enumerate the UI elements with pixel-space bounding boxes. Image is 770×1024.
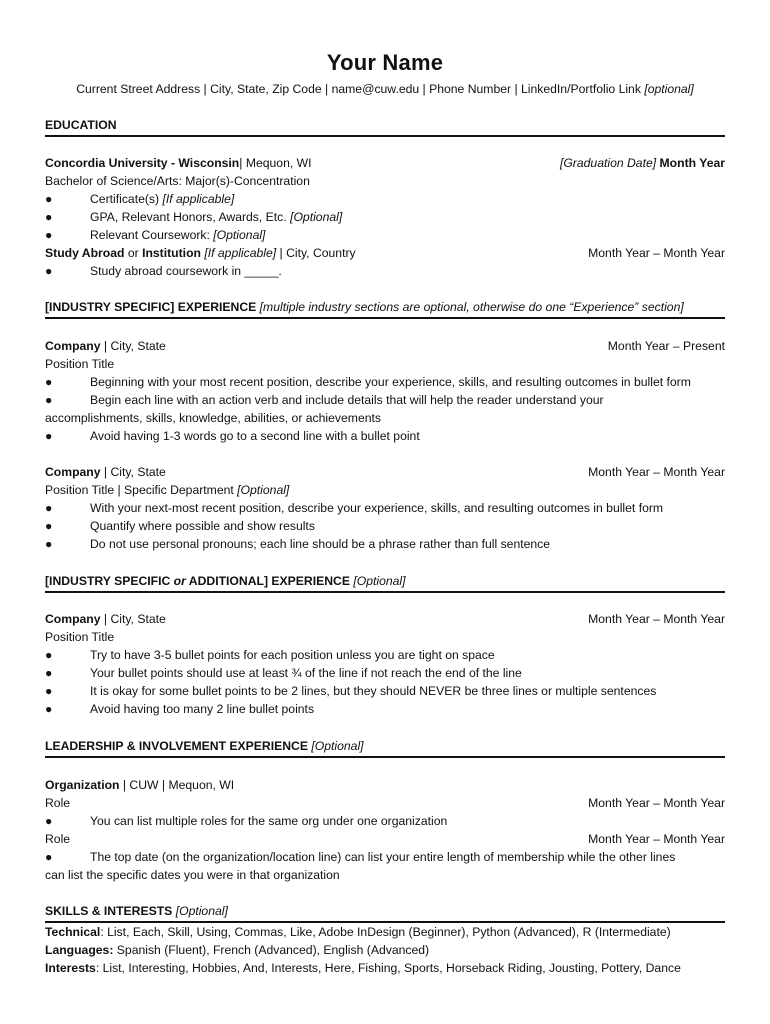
bullet: ● bbox=[45, 850, 53, 864]
company-location: | City, State bbox=[100, 339, 166, 353]
company-name: Company bbox=[45, 465, 101, 479]
contact-line bbox=[0, 82, 770, 96]
role-title: Role bbox=[45, 796, 71, 810]
role-row bbox=[45, 794, 725, 812]
bullet: ● bbox=[45, 429, 53, 443]
role-row bbox=[45, 830, 725, 848]
company-name: Company bbox=[45, 339, 101, 353]
list-item-text: Your bullet points should use at least ¾ of the line if not reach the end of the line bbox=[90, 666, 522, 680]
list-item-text: Quantify where possible and show results bbox=[90, 519, 315, 533]
company-name: Company bbox=[45, 612, 101, 626]
bullet: ● bbox=[45, 264, 53, 278]
list-item-note: [If applicable] bbox=[162, 192, 235, 206]
bullet: ● bbox=[45, 192, 53, 206]
role-title: Role bbox=[45, 832, 71, 846]
role-date: Month Year – Month Year bbox=[588, 832, 725, 846]
position-title-note: [Optional] bbox=[237, 483, 290, 497]
bullet: ● bbox=[45, 519, 53, 533]
title-part: [INDUSTRY SPECIFIC bbox=[45, 574, 174, 588]
study-abroad-row bbox=[45, 244, 725, 262]
section-divider bbox=[45, 591, 725, 593]
list-item-continuation: can list the specific dates you were in that organization bbox=[45, 868, 340, 882]
graduation-date bbox=[560, 154, 725, 172]
languages-line bbox=[45, 941, 725, 959]
list-item-text: Do not use personal pronouns; each line should be a phrase rather than full sentence bbox=[90, 537, 551, 551]
position-title bbox=[45, 481, 725, 499]
interests-line bbox=[45, 959, 725, 977]
list-item-text: GPA, Relevant Honors, Awards, Etc. bbox=[90, 210, 291, 224]
leadership-title-text: LEADERSHIP & INVOLVEMENT EXPERIENCE bbox=[45, 739, 308, 753]
education-section-header bbox=[45, 117, 725, 137]
contact-optional-note: [optional] bbox=[644, 82, 694, 96]
list-item-text: Study abroad coursework in _____. bbox=[90, 264, 282, 278]
contact-details: Current Street Address | City, State, Zip Code | name@cuw.edu | Phone Number | LinkedIn/Portfolio Link bbox=[76, 82, 645, 96]
position-title-text: Position Title | Specific Department bbox=[45, 483, 238, 497]
additional-experience-title bbox=[45, 573, 725, 589]
list-item-text: The top date (on the organization/location line) can list your entire length of membership while the other lines bbox=[90, 850, 676, 864]
technical-list: : List, Each, Skill, Using, Commas, Like, Adobe InDesign (Beginner), Python (Advanced), R (Intermediate) bbox=[100, 925, 671, 939]
school-name: Concordia University - Wisconsin bbox=[45, 156, 240, 170]
study-abroad-label: Study Abroad bbox=[45, 246, 125, 260]
experience-title-text: [INDUSTRY SPECIFIC] EXPERIENCE bbox=[45, 300, 257, 314]
skills-title bbox=[45, 903, 725, 919]
section-divider bbox=[45, 756, 725, 758]
company-location: | City, State bbox=[100, 465, 166, 479]
bullet: ● bbox=[45, 648, 53, 662]
education-title: EDUCATION bbox=[45, 118, 117, 132]
bullet: ● bbox=[45, 814, 53, 828]
organization-location: | CUW | Mequon, WI bbox=[119, 778, 235, 792]
job-row bbox=[45, 463, 725, 481]
title-part: ADDITIONAL] EXPERIENCE bbox=[185, 574, 350, 588]
role-date: Month Year – Month Year bbox=[588, 796, 725, 810]
education-school-row bbox=[45, 154, 725, 172]
bullet: ● bbox=[45, 393, 53, 407]
languages-list: Spanish (Fluent), French (Advanced), English (Advanced) bbox=[113, 943, 430, 957]
organization-row bbox=[45, 776, 725, 794]
graduation-label: [Graduation Date] bbox=[559, 156, 657, 170]
title-note: [Optional] bbox=[349, 574, 406, 588]
skills-title-text: SKILLS & INTERESTS bbox=[45, 904, 173, 918]
position-title: Position Title bbox=[45, 630, 115, 644]
list-item-text: Try to have 3-5 bullet points for each position unless you are tight on space bbox=[90, 648, 495, 662]
job-date: Month Year – Month Year bbox=[588, 612, 725, 626]
bullet: ● bbox=[45, 666, 53, 680]
bullet: ● bbox=[45, 210, 53, 224]
job-date: Month Year – Present bbox=[607, 339, 725, 353]
list-item-note: [Optional] bbox=[290, 210, 343, 224]
job-row bbox=[45, 337, 725, 355]
bullet: ● bbox=[45, 702, 53, 716]
or-word: or bbox=[124, 246, 143, 260]
institution-label: Institution bbox=[142, 246, 201, 260]
experience-section-header bbox=[45, 299, 725, 319]
school-location: | Mequon, WI bbox=[239, 156, 312, 170]
leadership-section-header bbox=[45, 738, 725, 758]
bullet: ● bbox=[45, 684, 53, 698]
job-row bbox=[45, 610, 725, 628]
list-item-text: Relevant Coursework: bbox=[90, 228, 214, 242]
job-date: Month Year – Month Year bbox=[588, 465, 725, 479]
languages-label: Languages: bbox=[45, 943, 114, 957]
title-or: or bbox=[173, 574, 186, 588]
experience-title-note: [multiple industry sections are optional, otherwise do one “Experience” section] bbox=[256, 300, 684, 314]
skills-section-header bbox=[45, 903, 725, 923]
experience-title bbox=[45, 299, 725, 315]
interests-list: : List, Interesting, Hobbies, And, Interests, Here, Fishing, Sports, Horseback Riding, Jousting, Pottery, Dance bbox=[95, 961, 681, 975]
technical-skills-line bbox=[45, 923, 725, 941]
list-item-text: Beginning with your most recent position, describe your experience, skills, and resulting outcomes in bullet form bbox=[90, 375, 691, 389]
bullet: ● bbox=[45, 537, 53, 551]
list-item-text: Avoid having too many 2 line bullet points bbox=[90, 702, 315, 716]
skills-title-note: [Optional] bbox=[172, 904, 228, 918]
organization-name: Organization bbox=[45, 778, 120, 792]
graduation-month-year: Month Year bbox=[656, 156, 725, 170]
position-title: Position Title bbox=[45, 357, 115, 371]
degree-line: Bachelor of Science/Arts: Major(s)-Concentration bbox=[45, 174, 310, 188]
list-item-text: Certificate(s) bbox=[90, 192, 163, 206]
if-applicable-note: [If applicable] bbox=[200, 246, 277, 260]
list-item-continuation: accomplishments, skills, knowledge, abilities, or achievements bbox=[45, 411, 381, 425]
interests-label: Interests bbox=[45, 961, 96, 975]
abroad-location: | City, Country bbox=[276, 246, 356, 260]
leadership-title-note: [Optional] bbox=[307, 739, 364, 753]
leadership-title bbox=[45, 738, 725, 754]
section-divider bbox=[45, 135, 725, 137]
list-item-text: Begin each line with an action verb and include details that will help the reader understand your bbox=[90, 393, 604, 407]
list-item-text: You can list multiple roles for the same org under one organization bbox=[90, 814, 448, 828]
bullet: ● bbox=[45, 501, 53, 515]
bullet: ● bbox=[45, 375, 53, 389]
section-divider bbox=[45, 317, 725, 319]
additional-experience-section-header bbox=[45, 573, 725, 593]
list-item-note: [Optional] bbox=[213, 228, 266, 242]
company-location: | City, State bbox=[100, 612, 166, 626]
list-item-text: With your next-most recent position, describe your experience, skills, and resulting outcomes in bullet form bbox=[90, 501, 664, 515]
list-item-text: It is okay for some bullet points to be 2 lines, but they should NEVER be three lines or multiple sentences bbox=[90, 684, 657, 698]
technical-label: Technical bbox=[45, 925, 101, 939]
list-item-text: Avoid having 1-3 words go to a second line with a bullet point bbox=[90, 429, 420, 443]
bullet: ● bbox=[45, 228, 53, 242]
resume-name: Your Name bbox=[326, 50, 444, 75]
abroad-date: Month Year – Month Year bbox=[588, 246, 725, 260]
